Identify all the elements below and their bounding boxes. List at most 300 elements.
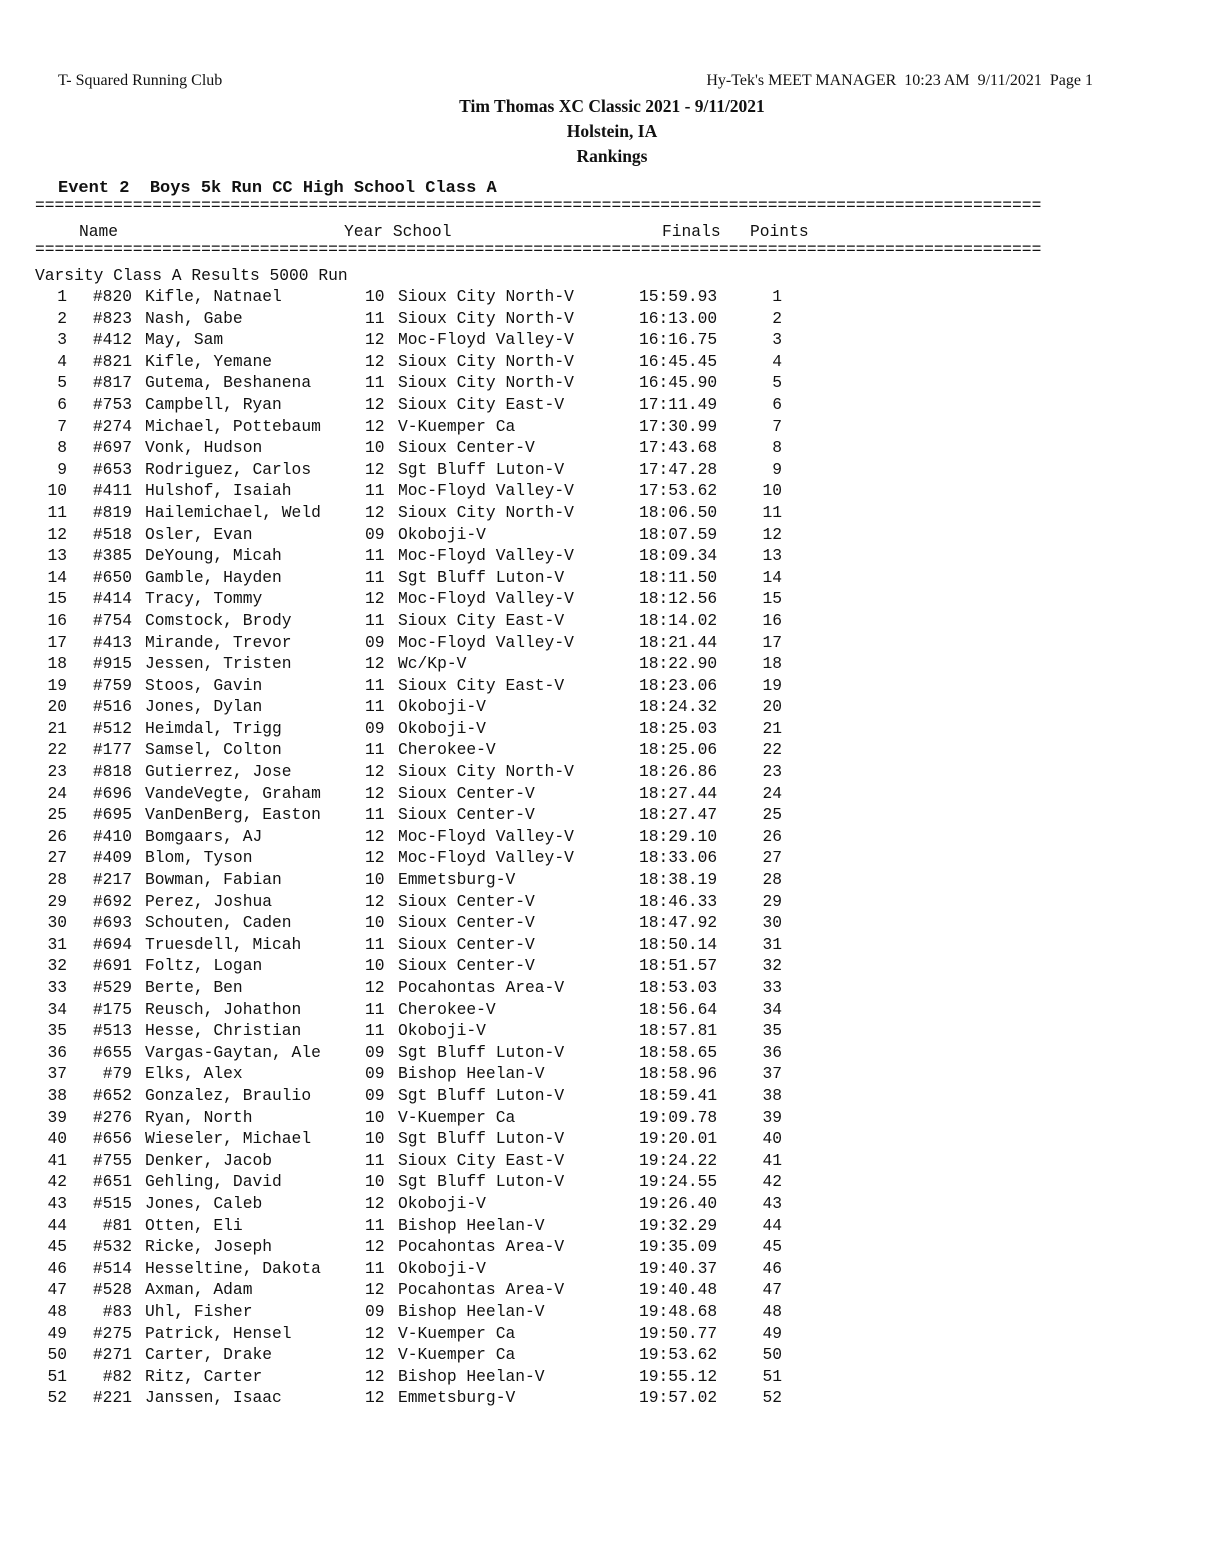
table-row bbox=[35, 610, 835, 632]
result-points: 52 bbox=[762, 1388, 782, 1408]
result-year: 10 bbox=[365, 287, 385, 306]
result-place: 34 bbox=[47, 999, 67, 1019]
result-school: Okoboji-V bbox=[398, 697, 486, 717]
result-bib: #410 bbox=[92, 826, 132, 846]
result-place: 40 bbox=[47, 1129, 67, 1149]
table-row bbox=[35, 1301, 835, 1323]
result-school: Emmetsburg-V bbox=[398, 870, 516, 890]
result-place: 23 bbox=[47, 762, 67, 782]
table-row bbox=[35, 869, 835, 891]
result-points: 27 bbox=[762, 848, 782, 868]
result-school: Pocahontas Area-V bbox=[398, 978, 565, 997]
table-row bbox=[35, 588, 835, 610]
result-bib: #275 bbox=[92, 1323, 132, 1343]
result-school: Okoboji-V bbox=[398, 1258, 486, 1278]
result-year: 12 bbox=[365, 1193, 385, 1213]
result-points: 11 bbox=[762, 502, 782, 522]
result-points: 1 bbox=[772, 287, 782, 306]
table-row bbox=[35, 437, 835, 459]
result-school: Sioux City North-V bbox=[398, 287, 574, 306]
result-bib: #385 bbox=[92, 546, 132, 566]
result-school: Bishop Heelan-V bbox=[398, 1366, 545, 1386]
table-row bbox=[35, 1387, 835, 1409]
result-place: 5 bbox=[57, 373, 67, 393]
result-points: 4 bbox=[772, 351, 782, 371]
result-points: 2 bbox=[772, 308, 782, 328]
result-bib: #177 bbox=[92, 740, 132, 760]
result-school: Bishop Heelan-V bbox=[398, 1215, 545, 1235]
result-place: 31 bbox=[47, 934, 67, 954]
result-place: 46 bbox=[47, 1258, 67, 1278]
result-year: 12 bbox=[365, 826, 385, 846]
result-name: Janssen, Isaac bbox=[145, 1388, 282, 1408]
result-bib: #217 bbox=[92, 870, 132, 890]
result-points: 42 bbox=[762, 1172, 782, 1192]
result-name: VandeVegte, Graham bbox=[145, 783, 321, 803]
result-place: 11 bbox=[47, 502, 67, 522]
result-points: 20 bbox=[762, 697, 782, 717]
result-school: Moc-Floyd Valley-V bbox=[398, 546, 574, 566]
result-points: 25 bbox=[762, 805, 782, 825]
result-school: Sioux Center-V bbox=[398, 438, 535, 458]
result-bib: #694 bbox=[92, 934, 132, 954]
result-points: 26 bbox=[762, 826, 782, 846]
result-school: Pocahontas Area-V bbox=[398, 1280, 565, 1300]
result-place: 33 bbox=[47, 978, 67, 997]
result-school: Sioux Center-V bbox=[398, 934, 535, 954]
table-row bbox=[35, 1258, 835, 1280]
result-points: 33 bbox=[762, 978, 782, 997]
result-name: Gutierrez, Jose bbox=[145, 762, 292, 782]
result-school: Moc-Floyd Valley-V bbox=[398, 481, 574, 501]
result-time: 18:27.47 bbox=[639, 805, 718, 825]
result-time: 19:53.62 bbox=[639, 1345, 718, 1365]
result-time: 18:21.44 bbox=[639, 632, 718, 652]
result-name: Uhl, Fisher bbox=[145, 1301, 253, 1321]
result-year: 09 bbox=[365, 632, 385, 652]
result-place: 37 bbox=[47, 1064, 67, 1084]
result-place: 30 bbox=[47, 913, 67, 933]
result-school: Sioux City East-V bbox=[398, 394, 565, 414]
result-place: 50 bbox=[47, 1345, 67, 1365]
result-bib: #691 bbox=[92, 956, 132, 976]
divider-bottom: ======================================================================================================= bbox=[35, 240, 1042, 259]
result-name: Ricke, Joseph bbox=[145, 1237, 273, 1257]
result-bib: #759 bbox=[92, 675, 132, 695]
result-name: Comstock, Brody bbox=[145, 610, 292, 630]
result-year: 11 bbox=[365, 697, 385, 717]
result-points: 41 bbox=[762, 1150, 782, 1170]
result-points: 29 bbox=[762, 891, 782, 911]
result-name: Berte, Ben bbox=[145, 978, 243, 997]
result-points: 40 bbox=[762, 1129, 782, 1149]
result-bib: #516 bbox=[92, 697, 132, 717]
table-row bbox=[35, 1279, 835, 1301]
result-school: Moc-Floyd Valley-V bbox=[398, 330, 574, 350]
result-name: Hesseltine, Dakota bbox=[145, 1258, 321, 1278]
table-row bbox=[35, 653, 835, 675]
result-place: 19 bbox=[47, 675, 67, 695]
result-place: 3 bbox=[57, 330, 67, 350]
result-time: 19:55.12 bbox=[639, 1366, 718, 1386]
result-school: V-Kuemper Ca bbox=[398, 1345, 516, 1365]
result-year: 10 bbox=[365, 1107, 385, 1127]
result-place: 6 bbox=[57, 394, 67, 414]
column-header-name: Name bbox=[79, 222, 119, 241]
result-time: 18:25.06 bbox=[639, 740, 718, 760]
result-points: 28 bbox=[762, 870, 782, 890]
result-school: Sgt Bluff Luton-V bbox=[398, 567, 565, 587]
result-place: 44 bbox=[47, 1215, 67, 1235]
result-name: Ritz, Carter bbox=[145, 1366, 263, 1386]
table-row bbox=[35, 1236, 835, 1258]
result-name: Ryan, North bbox=[145, 1107, 253, 1127]
result-bib: #692 bbox=[92, 891, 132, 911]
result-place: 4 bbox=[57, 351, 67, 371]
table-row bbox=[35, 912, 835, 934]
result-time: 19:24.22 bbox=[639, 1150, 718, 1170]
result-name: Stoos, Gavin bbox=[145, 675, 263, 695]
result-time: 18:27.44 bbox=[639, 783, 718, 803]
result-name: May, Sam bbox=[145, 330, 224, 350]
result-time: 18:56.64 bbox=[639, 999, 718, 1019]
result-points: 44 bbox=[762, 1215, 782, 1235]
result-name: Reusch, Johathon bbox=[145, 999, 302, 1019]
result-time: 16:13.00 bbox=[639, 308, 718, 328]
result-place: 42 bbox=[47, 1172, 67, 1192]
table-row bbox=[35, 524, 835, 546]
result-place: 29 bbox=[47, 891, 67, 911]
result-bib: #518 bbox=[92, 524, 132, 544]
result-time: 18:07.59 bbox=[639, 524, 718, 544]
result-time: 19:26.40 bbox=[639, 1193, 718, 1213]
result-time: 19:35.09 bbox=[639, 1237, 718, 1257]
table-row bbox=[35, 286, 835, 308]
result-place: 39 bbox=[47, 1107, 67, 1127]
result-bib: #695 bbox=[92, 805, 132, 825]
table-row bbox=[35, 1171, 835, 1193]
result-points: 31 bbox=[762, 934, 782, 954]
result-school: Moc-Floyd Valley-V bbox=[398, 632, 574, 652]
result-name: Otten, Eli bbox=[145, 1215, 243, 1235]
table-row bbox=[35, 480, 835, 502]
result-time: 17:53.62 bbox=[639, 481, 718, 501]
result-points: 23 bbox=[762, 762, 782, 782]
result-bib: #221 bbox=[92, 1388, 132, 1408]
result-place: 9 bbox=[57, 459, 67, 479]
result-points: 38 bbox=[762, 1085, 782, 1105]
result-points: 6 bbox=[772, 394, 782, 414]
table-row bbox=[35, 545, 835, 567]
result-bib: #81 bbox=[102, 1215, 132, 1235]
table-row bbox=[35, 1323, 835, 1345]
result-bib: #656 bbox=[92, 1129, 132, 1149]
result-school: Sioux City East-V bbox=[398, 675, 565, 695]
table-row bbox=[35, 675, 835, 697]
result-name: Jones, Caleb bbox=[145, 1193, 263, 1213]
table-row bbox=[35, 955, 835, 977]
result-bib: #411 bbox=[92, 481, 132, 501]
result-bib: #83 bbox=[102, 1301, 132, 1321]
result-place: 32 bbox=[47, 956, 67, 976]
result-name: Jones, Dylan bbox=[145, 697, 263, 717]
result-bib: #414 bbox=[92, 589, 132, 609]
result-year: 10 bbox=[365, 438, 385, 458]
result-time: 19:32.29 bbox=[639, 1215, 718, 1235]
result-place: 47 bbox=[47, 1280, 67, 1300]
result-school: Okoboji-V bbox=[398, 1193, 486, 1213]
result-school: Sioux City North-V bbox=[398, 373, 574, 393]
result-name: Gamble, Hayden bbox=[145, 567, 282, 587]
result-name: Heimdal, Trigg bbox=[145, 718, 282, 738]
result-time: 19:40.48 bbox=[639, 1280, 718, 1300]
result-bib: #650 bbox=[92, 567, 132, 587]
table-row bbox=[35, 739, 835, 761]
result-name: Axman, Adam bbox=[145, 1280, 253, 1300]
result-bib: #412 bbox=[92, 330, 132, 350]
result-time: 18:24.32 bbox=[639, 697, 718, 717]
table-row bbox=[35, 1215, 835, 1237]
result-year: 10 bbox=[365, 913, 385, 933]
result-name: Vargas-Gaytan, Ale bbox=[145, 1042, 321, 1062]
result-points: 48 bbox=[762, 1301, 782, 1321]
table-row bbox=[35, 372, 835, 394]
result-points: 18 bbox=[762, 654, 782, 674]
result-place: 43 bbox=[47, 1193, 67, 1213]
result-bib: #528 bbox=[92, 1280, 132, 1300]
result-time: 18:26.86 bbox=[639, 762, 718, 782]
table-row bbox=[35, 804, 835, 826]
result-name: Perez, Joshua bbox=[145, 891, 273, 911]
result-place: 7 bbox=[57, 416, 67, 436]
result-year: 11 bbox=[365, 567, 385, 587]
table-row bbox=[35, 1107, 835, 1129]
result-bib: #82 bbox=[102, 1366, 132, 1386]
result-points: 47 bbox=[762, 1280, 782, 1300]
result-points: 15 bbox=[762, 589, 782, 609]
result-time: 19:50.77 bbox=[639, 1323, 718, 1343]
result-time: 18:47.92 bbox=[639, 913, 718, 933]
result-time: 18:51.57 bbox=[639, 956, 718, 976]
result-name: Rodriguez, Carlos bbox=[145, 459, 312, 479]
result-name: Denker, Jacob bbox=[145, 1150, 273, 1170]
divider-top: ======================================================================================================= bbox=[35, 196, 1042, 215]
result-place: 27 bbox=[47, 848, 67, 868]
result-time: 18:14.02 bbox=[639, 610, 718, 630]
result-time: 16:16.75 bbox=[639, 330, 718, 350]
result-name: Kifle, Natnael bbox=[145, 287, 282, 306]
result-year: 12 bbox=[365, 416, 385, 436]
column-header-year-school: Year School bbox=[344, 222, 452, 241]
result-school: Okoboji-V bbox=[398, 1021, 486, 1041]
result-name: Gutema, Beshanena bbox=[145, 373, 312, 393]
table-row bbox=[35, 1042, 835, 1064]
result-place: 18 bbox=[47, 654, 67, 674]
result-year: 09 bbox=[365, 524, 385, 544]
result-school: Cherokee-V bbox=[398, 740, 496, 760]
result-name: DeYoung, Micah bbox=[145, 546, 282, 566]
result-time: 16:45.45 bbox=[639, 351, 718, 371]
result-place: 2 bbox=[57, 308, 67, 328]
result-year: 12 bbox=[365, 459, 385, 479]
result-time: 19:48.68 bbox=[639, 1301, 718, 1321]
result-name: Hulshof, Isaiah bbox=[145, 481, 292, 501]
result-bib: #915 bbox=[92, 654, 132, 674]
result-year: 12 bbox=[365, 330, 385, 350]
result-year: 11 bbox=[365, 1258, 385, 1278]
result-place: 41 bbox=[47, 1150, 67, 1170]
result-name: Blom, Tyson bbox=[145, 848, 253, 868]
result-time: 18:22.90 bbox=[639, 654, 718, 674]
result-bib: #820 bbox=[92, 287, 132, 306]
result-points: 49 bbox=[762, 1323, 782, 1343]
result-place: 21 bbox=[47, 718, 67, 738]
result-school: Moc-Floyd Valley-V bbox=[398, 848, 574, 868]
result-year: 11 bbox=[365, 740, 385, 760]
result-year: 12 bbox=[365, 762, 385, 782]
result-name: Elks, Alex bbox=[145, 1064, 243, 1084]
result-time: 18:53.03 bbox=[639, 978, 718, 997]
table-row bbox=[35, 416, 835, 438]
result-points: 43 bbox=[762, 1193, 782, 1213]
result-name: Schouten, Caden bbox=[145, 913, 292, 933]
result-school: V-Kuemper Ca bbox=[398, 416, 516, 436]
result-bib: #817 bbox=[92, 373, 132, 393]
result-school: Sioux City North-V bbox=[398, 308, 574, 328]
result-name: Foltz, Logan bbox=[145, 956, 263, 976]
result-school: Bishop Heelan-V bbox=[398, 1064, 545, 1084]
result-time: 17:43.68 bbox=[639, 438, 718, 458]
result-points: 16 bbox=[762, 610, 782, 630]
result-year: 11 bbox=[365, 308, 385, 328]
result-time: 18:58.65 bbox=[639, 1042, 718, 1062]
result-year: 11 bbox=[365, 1150, 385, 1170]
result-year: 12 bbox=[365, 589, 385, 609]
result-place: 13 bbox=[47, 546, 67, 566]
result-bib: #652 bbox=[92, 1085, 132, 1105]
table-row bbox=[35, 308, 835, 330]
result-bib: #514 bbox=[92, 1258, 132, 1278]
result-name: Bowman, Fabian bbox=[145, 870, 282, 890]
result-bib: #175 bbox=[92, 999, 132, 1019]
result-school: Wc/Kp-V bbox=[398, 654, 467, 674]
result-place: 17 bbox=[47, 632, 67, 652]
result-school: Okoboji-V bbox=[398, 718, 486, 738]
result-time: 18:25.03 bbox=[639, 718, 718, 738]
result-place: 15 bbox=[47, 589, 67, 609]
result-bib: #513 bbox=[92, 1021, 132, 1041]
result-name: Vonk, Hudson bbox=[145, 438, 263, 458]
result-time: 19:20.01 bbox=[639, 1129, 718, 1149]
result-school: Sgt Bluff Luton-V bbox=[398, 1085, 565, 1105]
result-year: 09 bbox=[365, 1042, 385, 1062]
result-bib: #529 bbox=[92, 978, 132, 997]
result-time: 18:46.33 bbox=[639, 891, 718, 911]
result-year: 09 bbox=[365, 1064, 385, 1084]
report-title: Rankings bbox=[576, 146, 648, 166]
result-name: Tracy, Tommy bbox=[145, 589, 263, 609]
result-time: 17:11.49 bbox=[639, 394, 718, 414]
table-row bbox=[35, 826, 835, 848]
result-bib: #274 bbox=[92, 416, 132, 436]
result-year: 11 bbox=[365, 546, 385, 566]
table-row bbox=[35, 1344, 835, 1366]
result-school: Sgt Bluff Luton-V bbox=[398, 1172, 565, 1192]
result-bib: #753 bbox=[92, 394, 132, 414]
result-year: 12 bbox=[365, 783, 385, 803]
result-bib: #696 bbox=[92, 783, 132, 803]
section-title: Varsity Class A Results 5000 Run bbox=[35, 266, 348, 285]
result-time: 18:23.06 bbox=[639, 675, 718, 695]
result-school: Sioux City North-V bbox=[398, 351, 574, 371]
result-points: 51 bbox=[762, 1366, 782, 1386]
result-place: 52 bbox=[47, 1388, 67, 1408]
result-name: Carter, Drake bbox=[145, 1345, 273, 1365]
result-place: 36 bbox=[47, 1042, 67, 1062]
result-points: 9 bbox=[772, 459, 782, 479]
result-year: 11 bbox=[365, 934, 385, 954]
table-row bbox=[35, 696, 835, 718]
result-name: Truesdell, Micah bbox=[145, 934, 302, 954]
table-row bbox=[35, 761, 835, 783]
result-time: 19:09.78 bbox=[639, 1107, 718, 1127]
result-school: Sioux Center-V bbox=[398, 891, 535, 911]
result-points: 19 bbox=[762, 675, 782, 695]
result-year: 12 bbox=[365, 891, 385, 911]
table-row bbox=[35, 567, 835, 589]
result-points: 13 bbox=[762, 546, 782, 566]
table-row bbox=[35, 502, 835, 524]
result-place: 14 bbox=[47, 567, 67, 587]
table-row bbox=[35, 1128, 835, 1150]
result-points: 22 bbox=[762, 740, 782, 760]
column-header-points: Points bbox=[750, 222, 809, 241]
result-time: 18:57.81 bbox=[639, 1021, 718, 1041]
result-place: 25 bbox=[47, 805, 67, 825]
result-time: 18:58.96 bbox=[639, 1064, 718, 1084]
result-school: Okoboji-V bbox=[398, 524, 486, 544]
result-bib: #655 bbox=[92, 1042, 132, 1062]
result-place: 28 bbox=[47, 870, 67, 890]
result-school: Sgt Bluff Luton-V bbox=[398, 459, 565, 479]
table-row bbox=[35, 891, 835, 913]
result-time: 15:59.93 bbox=[639, 287, 718, 306]
result-year: 09 bbox=[365, 1085, 385, 1105]
result-place: 12 bbox=[47, 524, 67, 544]
result-points: 32 bbox=[762, 956, 782, 976]
result-points: 10 bbox=[762, 481, 782, 501]
result-points: 46 bbox=[762, 1258, 782, 1278]
column-header-finals: Finals bbox=[662, 222, 721, 241]
result-bib: #651 bbox=[92, 1172, 132, 1192]
result-place: 48 bbox=[47, 1301, 67, 1321]
result-points: 21 bbox=[762, 718, 782, 738]
result-year: 12 bbox=[365, 1366, 385, 1386]
result-school: Sioux Center-V bbox=[398, 956, 535, 976]
result-year: 09 bbox=[365, 718, 385, 738]
result-time: 17:30.99 bbox=[639, 416, 718, 436]
result-bib: #754 bbox=[92, 610, 132, 630]
result-bib: #409 bbox=[92, 848, 132, 868]
result-name: Michael, Pottebaum bbox=[145, 416, 321, 436]
result-year: 11 bbox=[365, 610, 385, 630]
result-bib: #512 bbox=[92, 718, 132, 738]
result-year: 12 bbox=[365, 502, 385, 522]
result-year: 12 bbox=[365, 1388, 385, 1408]
result-year: 12 bbox=[365, 351, 385, 371]
result-place: 1 bbox=[57, 287, 67, 306]
result-bib: #819 bbox=[92, 502, 132, 522]
